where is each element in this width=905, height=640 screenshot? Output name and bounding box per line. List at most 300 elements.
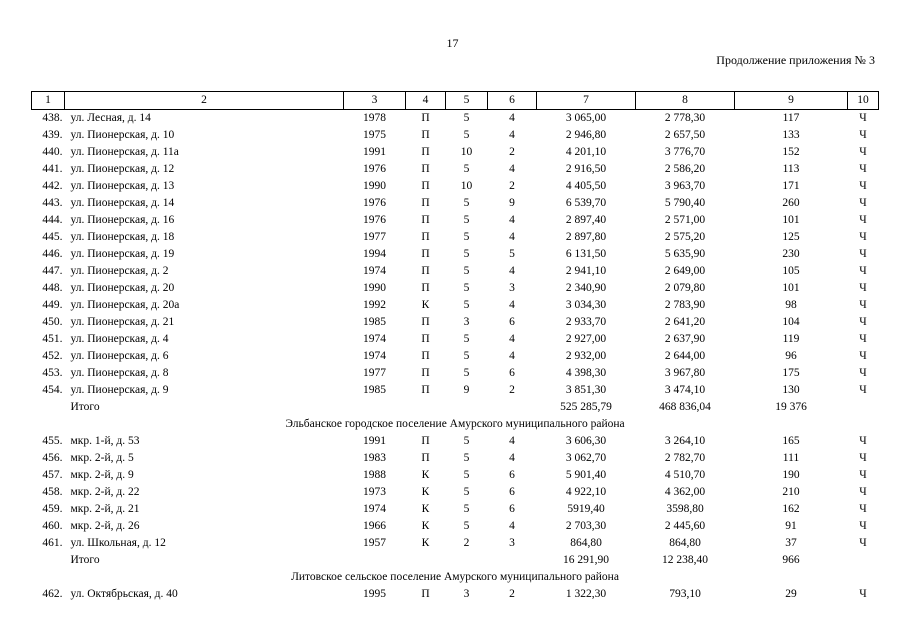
material-cell: П <box>421 435 430 447</box>
row-number: 452. <box>42 350 63 362</box>
entrances-cell: 4 <box>509 214 515 226</box>
page-number: 17 <box>446 36 459 50</box>
material-cell: К <box>421 486 430 498</box>
table-row <box>32 450 879 467</box>
residents-cell: 98 <box>785 299 797 311</box>
year-cell: 1991 <box>363 435 386 447</box>
address-cell: ул. Пионерская, д. 6 <box>70 350 169 362</box>
address-cell: ул. Пионерская, д. 20а <box>70 299 180 311</box>
material-cell: П <box>421 197 430 209</box>
row-number: 450. <box>42 316 63 328</box>
header-cell: 9 <box>735 92 848 110</box>
entrances-cell: 4 <box>509 112 515 124</box>
flag-cell: Ч <box>859 112 867 124</box>
table-body <box>32 110 879 604</box>
table-row <box>32 433 879 450</box>
table-row <box>32 365 879 382</box>
material-cell: К <box>421 503 430 515</box>
residents-cell: 96 <box>785 350 797 362</box>
year-cell: 1976 <box>363 163 386 175</box>
header-row <box>32 92 879 110</box>
year-cell: 1976 <box>363 214 386 226</box>
material-cell: П <box>421 350 430 362</box>
living-area-cell: 2 778,30 <box>664 112 706 124</box>
entrances-cell: 4 <box>509 163 515 175</box>
material-cell: П <box>421 316 430 328</box>
residents-sum: 966 <box>782 554 800 566</box>
address-cell: ул. Пионерская, д. 10 <box>70 129 175 141</box>
entrances-cell: 6 <box>509 486 515 498</box>
entrances-cell: 4 <box>509 333 515 345</box>
entrances-cell: 4 <box>509 435 515 447</box>
total-area-cell: 864,80 <box>570 537 602 549</box>
residents-cell: 101 <box>782 282 800 294</box>
table-row <box>32 195 879 212</box>
entrances-cell: 2 <box>509 588 515 600</box>
address-cell: ул. Пионерская, д. 16 <box>70 214 175 226</box>
year-cell: 1985 <box>363 384 386 396</box>
living-area-cell: 3 963,70 <box>664 180 706 192</box>
material-cell: П <box>421 180 430 192</box>
residents-cell: 190 <box>782 469 800 481</box>
row-number: 460. <box>42 520 63 532</box>
empty-cell <box>344 552 406 569</box>
flag-cell: Ч <box>859 537 867 549</box>
material-cell: П <box>421 452 430 464</box>
address-cell: ул. Лесная, д. 14 <box>70 112 151 124</box>
flag-cell: Ч <box>859 180 867 192</box>
floors-cell: 5 <box>463 129 470 141</box>
floors-cell: 5 <box>463 231 470 243</box>
address-cell: ул. Пионерская, д. 20 <box>70 282 175 294</box>
year-cell: 1990 <box>363 180 386 192</box>
total-row <box>32 399 879 416</box>
address-cell: ул. Пионерская, д. 18 <box>70 231 175 243</box>
address-cell: ул. Пионерская, д. 9 <box>70 384 169 396</box>
total-area-cell: 2 932,00 <box>565 350 607 362</box>
residents-sum: 19 376 <box>775 401 807 413</box>
table-row <box>32 348 879 365</box>
floors-cell: 5 <box>463 163 470 175</box>
table-row <box>32 246 879 263</box>
residents-cell: 130 <box>782 384 800 396</box>
material-cell: П <box>421 231 430 243</box>
flag-cell: Ч <box>859 588 867 600</box>
table-row <box>32 586 879 603</box>
table-row <box>32 314 879 331</box>
address-cell: ул. Пионерская, д. 12 <box>70 163 175 175</box>
row-number: 443. <box>42 197 63 209</box>
entrances-cell: 6 <box>509 316 515 328</box>
floors-cell: 5 <box>463 299 470 311</box>
year-cell: 1957 <box>363 537 386 549</box>
flag-cell: Ч <box>859 503 867 515</box>
year-cell: 1975 <box>363 129 386 141</box>
empty-cell <box>406 552 446 569</box>
year-cell: 1973 <box>363 486 386 498</box>
year-cell: 1974 <box>363 265 386 277</box>
entrances-cell: 4 <box>509 520 515 532</box>
total-area-cell: 2 897,80 <box>565 231 607 243</box>
residents-cell: 117 <box>782 112 800 124</box>
table-row <box>32 280 879 297</box>
floors-cell: 5 <box>463 197 470 209</box>
address-cell: мкр. 2-й, д. 21 <box>70 503 140 515</box>
floors-cell: 5 <box>463 367 470 379</box>
year-cell: 1988 <box>363 469 386 481</box>
entrances-cell: 5 <box>509 248 515 260</box>
flag-cell: Ч <box>859 469 867 481</box>
living-area-cell: 3 967,80 <box>664 367 706 379</box>
material-cell: К <box>421 299 430 311</box>
address-cell: ул. Пионерская, д. 19 <box>70 248 175 260</box>
total-area-cell: 5 901,40 <box>565 469 607 481</box>
floors-cell: 5 <box>463 248 470 260</box>
header-cell: 4 <box>406 92 446 110</box>
living-area-cell: 2 445,60 <box>664 520 706 532</box>
floors-cell: 3 <box>463 588 470 600</box>
living-area-sum: 468 836,04 <box>659 401 711 413</box>
floors-cell: 5 <box>463 503 470 515</box>
section-title: Литовское сельское поселение Амурского муниципального района <box>291 571 619 583</box>
residents-cell: 152 <box>782 146 800 158</box>
table-row <box>32 144 879 161</box>
row-number: 441. <box>42 163 63 175</box>
residents-cell: 37 <box>785 537 797 549</box>
total-area-cell: 3 606,30 <box>565 435 607 447</box>
residents-cell: 162 <box>782 503 800 515</box>
floors-cell: 5 <box>463 350 470 362</box>
total-area-cell: 6 539,70 <box>565 197 607 209</box>
flag-cell: Ч <box>859 163 867 175</box>
address-cell: ул. Пионерская, д. 8 <box>70 367 169 379</box>
total-area-cell: 6 131,50 <box>565 248 607 260</box>
floors-cell: 5 <box>463 214 470 226</box>
living-area-cell: 2 641,20 <box>664 316 706 328</box>
floors-cell: 5 <box>463 435 470 447</box>
floors-cell: 3 <box>463 316 470 328</box>
living-area-cell: 5 790,40 <box>664 197 706 209</box>
header-cell: 2 <box>65 92 344 110</box>
residents-cell: 125 <box>782 231 800 243</box>
residents-cell: 104 <box>782 316 800 328</box>
living-area-cell: 2 657,50 <box>664 129 706 141</box>
total-area-cell: 3 851,30 <box>565 384 607 396</box>
row-number: 446. <box>42 248 63 260</box>
flag-cell: Ч <box>859 316 867 328</box>
floors-cell: 5 <box>463 469 470 481</box>
living-area-cell: 2 644,00 <box>664 350 706 362</box>
flag-cell: Ч <box>859 197 867 209</box>
entrances-cell: 2 <box>509 180 515 192</box>
address-cell: мкр. 1-й, д. 53 <box>70 435 140 447</box>
total-area-sum: 16 291,90 <box>563 554 609 566</box>
material-cell: П <box>421 384 430 396</box>
section-row <box>32 569 879 586</box>
year-cell: 1974 <box>363 333 386 345</box>
year-cell: 1991 <box>363 146 386 158</box>
address-cell: ул. Пионерская, д. 13 <box>70 180 175 192</box>
row-number: 459. <box>42 503 63 515</box>
empty-cell <box>848 552 879 569</box>
table-row <box>32 127 879 144</box>
total-area-cell: 4 405,50 <box>565 180 607 192</box>
empty-cell <box>488 399 537 416</box>
floors-cell: 5 <box>463 486 470 498</box>
row-number: 447. <box>42 265 63 277</box>
living-area-cell: 2 637,90 <box>664 333 706 345</box>
material-cell: П <box>421 112 430 124</box>
total-area-sum: 525 285,79 <box>560 401 612 413</box>
row-number: 438. <box>42 112 63 124</box>
flag-cell: Ч <box>859 367 867 379</box>
floors-cell: 2 <box>463 537 470 549</box>
living-area-cell: 2 782,70 <box>664 452 706 464</box>
entrances-cell: 3 <box>509 537 515 549</box>
residents-cell: 119 <box>782 333 800 345</box>
total-area-cell: 2 340,90 <box>565 282 607 294</box>
floors-cell: 5 <box>463 452 470 464</box>
residents-cell: 165 <box>782 435 800 447</box>
flag-cell: Ч <box>859 146 867 158</box>
residents-cell: 113 <box>782 163 800 175</box>
row-number: 449. <box>42 299 63 311</box>
floors-cell: 10 <box>460 146 473 158</box>
flag-cell: Ч <box>859 248 867 260</box>
material-cell: К <box>421 520 430 532</box>
address-cell: ул. Октябрьская, д. 40 <box>70 588 178 600</box>
flag-cell: Ч <box>859 520 867 532</box>
residents-cell: 29 <box>785 588 797 600</box>
flag-cell: Ч <box>859 452 867 464</box>
table-row <box>32 297 879 314</box>
residents-cell: 230 <box>782 248 800 260</box>
living-area-cell: 3598,80 <box>666 503 704 515</box>
flag-cell: Ч <box>859 299 867 311</box>
empty-cell <box>446 399 488 416</box>
year-cell: 1985 <box>363 316 386 328</box>
total-area-cell: 1 322,30 <box>565 588 607 600</box>
living-area-cell: 2 649,00 <box>664 265 706 277</box>
address-cell: ул. Пионерская, д. 4 <box>70 333 169 345</box>
address-cell: мкр. 2-й, д. 9 <box>70 469 134 481</box>
header-cell: 6 <box>488 92 537 110</box>
row-number: 448. <box>42 282 63 294</box>
material-cell: К <box>421 469 430 481</box>
year-cell: 1978 <box>363 112 386 124</box>
entrances-cell: 4 <box>509 129 515 141</box>
header-cell: 10 <box>848 92 879 110</box>
entrances-cell: 2 <box>509 384 515 396</box>
material-cell: П <box>421 129 430 141</box>
header-cell: 3 <box>344 92 406 110</box>
floors-cell: 5 <box>463 265 470 277</box>
total-area-cell: 2 946,80 <box>565 129 607 141</box>
material-cell: П <box>421 146 430 158</box>
total-area-cell: 2 927,00 <box>565 333 607 345</box>
header-cell: 7 <box>537 92 636 110</box>
total-area-cell: 2 933,70 <box>565 316 607 328</box>
total-area-cell: 3 062,70 <box>565 452 607 464</box>
total-area-cell: 4 201,10 <box>565 146 607 158</box>
flag-cell: Ч <box>859 282 867 294</box>
section-row <box>32 416 879 433</box>
living-area-cell: 864,80 <box>669 537 701 549</box>
floors-cell: 5 <box>463 333 470 345</box>
entrances-cell: 4 <box>509 350 515 362</box>
residents-cell: 133 <box>782 129 800 141</box>
living-area-cell: 3 264,10 <box>664 435 706 447</box>
empty-cell <box>344 399 406 416</box>
address-cell: ул. Школьная, д. 12 <box>70 537 166 549</box>
table-row <box>32 501 879 518</box>
living-area-cell: 2 783,90 <box>664 299 706 311</box>
row-number: 439. <box>42 129 63 141</box>
residents-cell: 105 <box>782 265 800 277</box>
total-area-cell: 3 034,30 <box>565 299 607 311</box>
entrances-cell: 4 <box>509 265 515 277</box>
empty-cell <box>406 399 446 416</box>
registry-table <box>31 91 879 603</box>
empty-cell <box>446 552 488 569</box>
empty-cell <box>488 552 537 569</box>
entrances-cell: 9 <box>509 197 515 209</box>
living-area-cell: 2 586,20 <box>664 163 706 175</box>
material-cell: П <box>421 214 430 226</box>
total-label: Итого <box>70 554 100 566</box>
residents-cell: 111 <box>782 452 800 464</box>
residents-cell: 260 <box>782 197 800 209</box>
year-cell: 1976 <box>363 197 386 209</box>
entrances-cell: 2 <box>509 146 515 158</box>
floors-cell: 9 <box>463 384 470 396</box>
living-area-cell: 2 571,00 <box>664 214 706 226</box>
row-number: 454. <box>42 384 63 396</box>
header-cell: 1 <box>32 92 65 110</box>
year-cell: 1966 <box>363 520 386 532</box>
total-area-cell: 5919,40 <box>567 503 605 515</box>
address-cell: мкр. 2-й, д. 26 <box>70 520 140 532</box>
entrances-cell: 6 <box>509 367 515 379</box>
flag-cell: Ч <box>859 384 867 396</box>
row-number: 445. <box>42 231 63 243</box>
table-row <box>32 467 879 484</box>
table-row <box>32 535 879 552</box>
row-number: 456. <box>42 452 63 464</box>
table-row <box>32 518 879 535</box>
flag-cell: Ч <box>859 265 867 277</box>
flag-cell: Ч <box>859 214 867 226</box>
table-row <box>32 212 879 229</box>
material-cell: П <box>421 367 430 379</box>
living-area-sum: 12 238,40 <box>662 554 708 566</box>
entrances-cell: 6 <box>509 469 515 481</box>
address-cell: ул. Пионерская, д. 14 <box>70 197 175 209</box>
material-cell: П <box>421 163 430 175</box>
flag-cell: Ч <box>859 350 867 362</box>
living-area-cell: 793,10 <box>669 588 701 600</box>
flag-cell: Ч <box>859 333 867 345</box>
floors-cell: 5 <box>463 520 470 532</box>
total-area-cell: 4 398,30 <box>565 367 607 379</box>
year-cell: 1990 <box>363 282 386 294</box>
living-area-cell: 3 776,70 <box>664 146 706 158</box>
total-area-cell: 2 897,40 <box>565 214 607 226</box>
entrances-cell: 6 <box>509 503 515 515</box>
address-cell: мкр. 2-й, д. 22 <box>70 486 140 498</box>
year-cell: 1977 <box>363 231 386 243</box>
address-cell: ул. Пионерская, д. 2 <box>70 265 169 277</box>
floors-cell: 5 <box>463 282 470 294</box>
material-cell: П <box>421 265 430 277</box>
year-cell: 1995 <box>363 588 386 600</box>
table-row <box>32 161 879 178</box>
row-number: 458. <box>42 486 63 498</box>
residents-cell: 101 <box>782 214 800 226</box>
continuation-label: Продолжение приложения № 3 <box>716 53 875 67</box>
year-cell: 1992 <box>363 299 386 311</box>
row-number: 451. <box>42 333 63 345</box>
header-cell: 5 <box>446 92 488 110</box>
row-number: 455. <box>42 435 63 447</box>
empty-cell <box>848 399 879 416</box>
year-cell: 1974 <box>363 350 386 362</box>
address-cell: ул. Пионерская, д. 11а <box>70 146 179 158</box>
residents-cell: 91 <box>785 520 797 532</box>
total-row <box>32 552 879 569</box>
residents-cell: 171 <box>782 180 800 192</box>
row-number: 442. <box>42 180 63 192</box>
flag-cell: Ч <box>859 129 867 141</box>
table-row <box>32 484 879 501</box>
row-number: 457. <box>42 469 63 481</box>
living-area-cell: 2 575,20 <box>664 231 706 243</box>
table-header <box>32 92 879 110</box>
address-cell: ул. Пионерская, д. 21 <box>70 316 175 328</box>
flag-cell: Ч <box>859 486 867 498</box>
living-area-cell: 5 635,90 <box>664 248 706 260</box>
empty-cell <box>32 552 65 569</box>
material-cell: К <box>421 537 430 549</box>
living-area-cell: 3 474,10 <box>664 384 706 396</box>
entrances-cell: 4 <box>509 452 515 464</box>
total-area-cell: 3 065,00 <box>565 112 607 124</box>
year-cell: 1983 <box>363 452 386 464</box>
material-cell: П <box>421 333 430 345</box>
section-title: Эльбанское городское поселение Амурского муниципального района <box>285 418 625 430</box>
row-number: 440. <box>42 146 63 158</box>
entrances-cell: 4 <box>509 299 515 311</box>
total-area-cell: 2 941,10 <box>565 265 607 277</box>
material-cell: П <box>421 248 430 260</box>
row-number: 453. <box>42 367 63 379</box>
table-row <box>32 263 879 280</box>
empty-cell <box>32 399 65 416</box>
header-cell: 8 <box>636 92 735 110</box>
material-cell: П <box>421 588 430 600</box>
table-row <box>32 331 879 348</box>
address-cell: мкр. 2-й, д. 5 <box>70 452 134 464</box>
flag-cell: Ч <box>859 435 867 447</box>
total-area-cell: 2 916,50 <box>565 163 607 175</box>
flag-cell: Ч <box>859 231 867 243</box>
living-area-cell: 2 079,80 <box>664 282 706 294</box>
floors-cell: 5 <box>463 112 470 124</box>
total-label: Итого <box>70 401 100 413</box>
year-cell: 1994 <box>363 248 386 260</box>
living-area-cell: 4 362,00 <box>664 486 706 498</box>
residents-cell: 175 <box>782 367 800 379</box>
